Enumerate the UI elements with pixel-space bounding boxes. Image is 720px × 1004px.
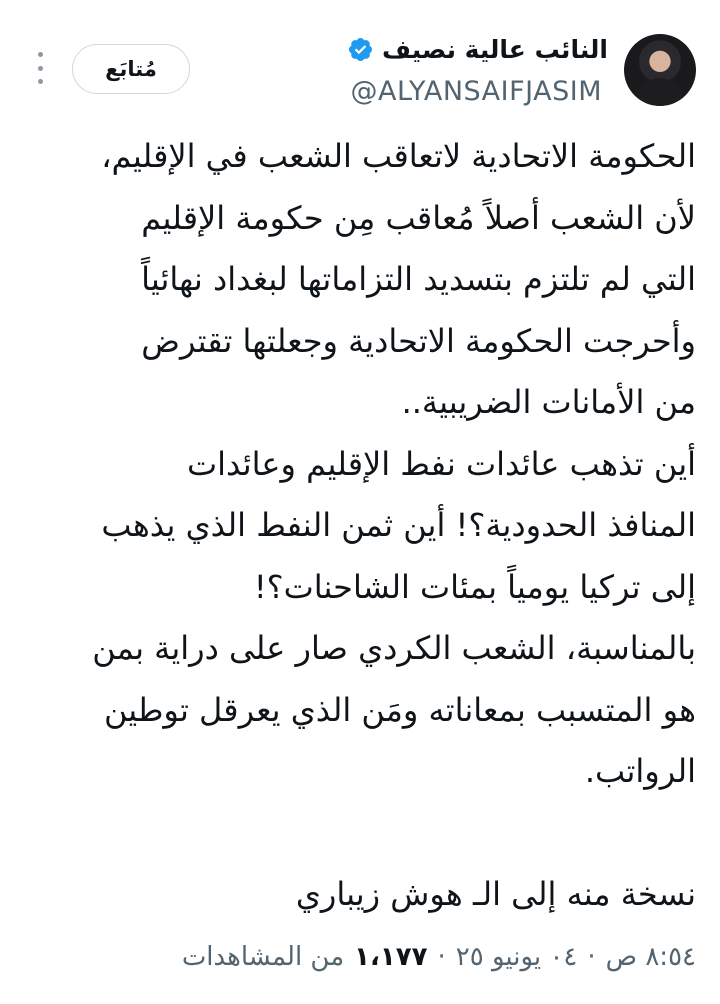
tweet-line: الرواتب.	[584, 752, 696, 790]
paragraph-gap	[24, 803, 696, 865]
verified-badge-icon	[347, 36, 374, 63]
tweet-line: إلى تركيا يومياً بمئات الشاحنات؟!	[253, 567, 696, 606]
tweet-line: الحكومة الاتحادية لاتعاقب الشعب في الإقليم،	[101, 137, 696, 175]
views-label: من المشاهدات	[181, 942, 345, 972]
tweet-line: هو المتسبب بمعاناته ومَن الذي يعرقل توطين	[103, 690, 696, 729]
tweet-date[interactable]: ٠٤ يونيو ٢٥	[455, 942, 578, 972]
views-count: ١،١٧٧	[354, 942, 428, 972]
more-dot	[38, 66, 43, 71]
tweet-line: بالمناسبة، الشعب الكردي صار على دراية بمن	[92, 629, 696, 667]
following-button[interactable]: مُتابَع	[72, 44, 190, 94]
tweet-line: من الأمانات الضريبية..	[401, 383, 696, 421]
tweet-time[interactable]: ٨:٥٤ ص	[605, 942, 696, 972]
more-vertical-icon[interactable]	[34, 52, 46, 84]
author-name-row[interactable]	[347, 32, 608, 66]
author-handle[interactable]: @ALYANSAIFJASIM	[350, 76, 602, 107]
avatar[interactable]	[624, 34, 696, 106]
more-dot	[38, 79, 43, 84]
meta-separator: ·	[587, 942, 596, 972]
tweet-line: لأن الشعب أصلاً مُعاقب مِن حكومة الإقليم	[141, 198, 696, 237]
tweet-line: المنافذ الحدودية؟! أين ثمن النفط الذي يذهب	[101, 506, 696, 544]
tweet-text	[24, 126, 696, 926]
author-display-name[interactable]: النائب عالية نصيف	[381, 34, 608, 64]
tweet-header	[0, 28, 720, 118]
meta-separator: ·	[437, 942, 446, 972]
tweet-line: وأحرجت الحكومة الاتحادية وجعلتها تقترض	[141, 321, 696, 360]
tweet-line: أين تذهب عائدات نفط الإقليم وعائدات	[186, 444, 696, 483]
tweet-signature: نسخة منه إلى الـ هوش زيباري	[295, 875, 696, 913]
tweet-meta	[182, 942, 696, 972]
more-dot	[38, 52, 43, 57]
tweet-line: التي لم تلتزم بتسديد التزاماتها لبغداد نهائياً	[141, 260, 696, 298]
